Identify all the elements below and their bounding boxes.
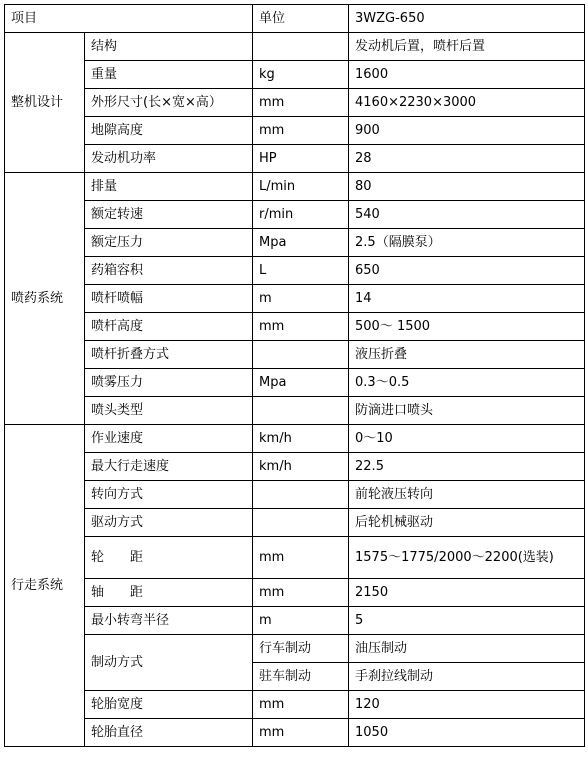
spec-unit: mm xyxy=(253,117,349,145)
table-row xyxy=(5,341,585,369)
spec-label: 重量 xyxy=(85,61,253,89)
spec-value: 22.5 xyxy=(349,453,585,481)
spec-value: 1575～1775/2000～2200(选装) xyxy=(349,537,585,579)
spec-label: 排量 xyxy=(85,173,253,201)
table-row xyxy=(5,481,585,509)
spec-value: 2150 xyxy=(349,579,585,607)
spec-value: 1050 xyxy=(349,719,585,747)
table-row xyxy=(5,173,585,201)
table-row xyxy=(5,313,585,341)
spec-value: 500～ 1500 xyxy=(349,313,585,341)
spec-label: 最小转弯半径 xyxy=(85,607,253,635)
spec-label: 地隙高度 xyxy=(85,117,253,145)
spec-unit: mm xyxy=(253,313,349,341)
table-row xyxy=(5,607,585,635)
spec-label: 喷雾压力 xyxy=(85,369,253,397)
spec-unit: HP xyxy=(253,145,349,173)
spec-value: 油压制动 xyxy=(349,635,585,663)
spec-unit: m xyxy=(253,285,349,313)
table-row xyxy=(5,257,585,285)
table-row xyxy=(5,509,585,537)
sub-label: 驻车制动 xyxy=(253,663,349,691)
spec-unit: mm xyxy=(253,89,349,117)
spec-unit: L/min xyxy=(253,173,349,201)
spec-unit: mm xyxy=(253,579,349,607)
table-row xyxy=(5,61,585,89)
spec-value: 0～10 xyxy=(349,425,585,453)
group-label: 整机设计 xyxy=(5,33,85,173)
header-model: 3WZG-650 xyxy=(349,5,585,33)
spec-label: 结构 xyxy=(85,33,253,61)
header-item: 项目 xyxy=(5,5,253,33)
table-row xyxy=(5,201,585,229)
group-label: 行走系统 xyxy=(5,425,85,747)
table-row xyxy=(5,145,585,173)
spec-label: 额定转速 xyxy=(85,201,253,229)
table-row xyxy=(5,453,585,481)
spec-unit: km/h xyxy=(253,453,349,481)
spec-unit: Mpa xyxy=(253,229,349,257)
spec-label: 轮胎直径 xyxy=(85,719,253,747)
spec-unit: mm xyxy=(253,691,349,719)
spec-value: 手刹拉线制动 xyxy=(349,663,585,691)
spec-value: 防滴进口喷头 xyxy=(349,397,585,425)
spec-unit: mm xyxy=(253,537,349,579)
spec-value: 发动机后置，喷杆后置 xyxy=(349,33,585,61)
table-row xyxy=(5,229,585,257)
spec-label: 喷杆高度 xyxy=(85,313,253,341)
spec-value: 液压折叠 xyxy=(349,341,585,369)
spec-unit: mm xyxy=(253,719,349,747)
spec-label: 药箱容积 xyxy=(85,257,253,285)
spec-label: 喷杆折叠方式 xyxy=(85,341,253,369)
header-unit: 单位 xyxy=(253,5,349,33)
table-row xyxy=(5,425,585,453)
spec-label: 驱动方式 xyxy=(85,509,253,537)
spec-label: 喷头类型 xyxy=(85,397,253,425)
spec-label: 最大行走速度 xyxy=(85,453,253,481)
spec-unit xyxy=(253,397,349,425)
spec-value: 4160×2230×3000 xyxy=(349,89,585,117)
spec-unit: m xyxy=(253,607,349,635)
spec-value: 0.3～0.5 xyxy=(349,369,585,397)
spec-label: 外形尺寸(长×宽×高） xyxy=(85,89,253,117)
spec-unit xyxy=(253,481,349,509)
spec-unit: r/min xyxy=(253,201,349,229)
table-row xyxy=(5,691,585,719)
spec-unit: Mpa xyxy=(253,369,349,397)
spec-value: 1600 xyxy=(349,61,585,89)
spec-label: 作业速度 xyxy=(85,425,253,453)
spec-unit: L xyxy=(253,257,349,285)
spec-value: 540 xyxy=(349,201,585,229)
spec-unit: kg xyxy=(253,61,349,89)
spec-value: 5 xyxy=(349,607,585,635)
spec-unit xyxy=(253,33,349,61)
spec-table xyxy=(4,4,585,747)
spec-label: 额定压力 xyxy=(85,229,253,257)
spec-unit: km/h xyxy=(253,425,349,453)
spec-label: 转向方式 xyxy=(85,481,253,509)
table-row xyxy=(5,117,585,145)
table-row xyxy=(5,579,585,607)
spec-label: 轴 距 xyxy=(85,579,253,607)
sub-label: 行车制动 xyxy=(253,635,349,663)
spec-value: 2.5（隔膜泵） xyxy=(349,229,585,257)
table-row xyxy=(5,285,585,313)
spec-value: 650 xyxy=(349,257,585,285)
spec-label: 喷杆喷幅 xyxy=(85,285,253,313)
spec-label: 轮胎宽度 xyxy=(85,691,253,719)
table-row xyxy=(5,89,585,117)
table-row xyxy=(5,635,585,663)
spec-value: 前轮液压转向 xyxy=(349,481,585,509)
spec-label: 制动方式 xyxy=(85,635,253,691)
spec-label: 发动机功率 xyxy=(85,145,253,173)
spec-value: 14 xyxy=(349,285,585,313)
group-label: 喷药系统 xyxy=(5,173,85,425)
spec-value: 80 xyxy=(349,173,585,201)
table-row xyxy=(5,33,585,61)
table-row xyxy=(5,719,585,747)
spec-value: 900 xyxy=(349,117,585,145)
spec-unit xyxy=(253,341,349,369)
spec-value: 120 xyxy=(349,691,585,719)
table-row xyxy=(5,537,585,579)
header-row xyxy=(5,5,585,33)
spec-value: 后轮机械驱动 xyxy=(349,509,585,537)
spec-label: 轮 距 xyxy=(85,537,253,579)
spec-unit xyxy=(253,509,349,537)
table-row xyxy=(5,397,585,425)
table-row xyxy=(5,369,585,397)
spec-value: 28 xyxy=(349,145,585,173)
